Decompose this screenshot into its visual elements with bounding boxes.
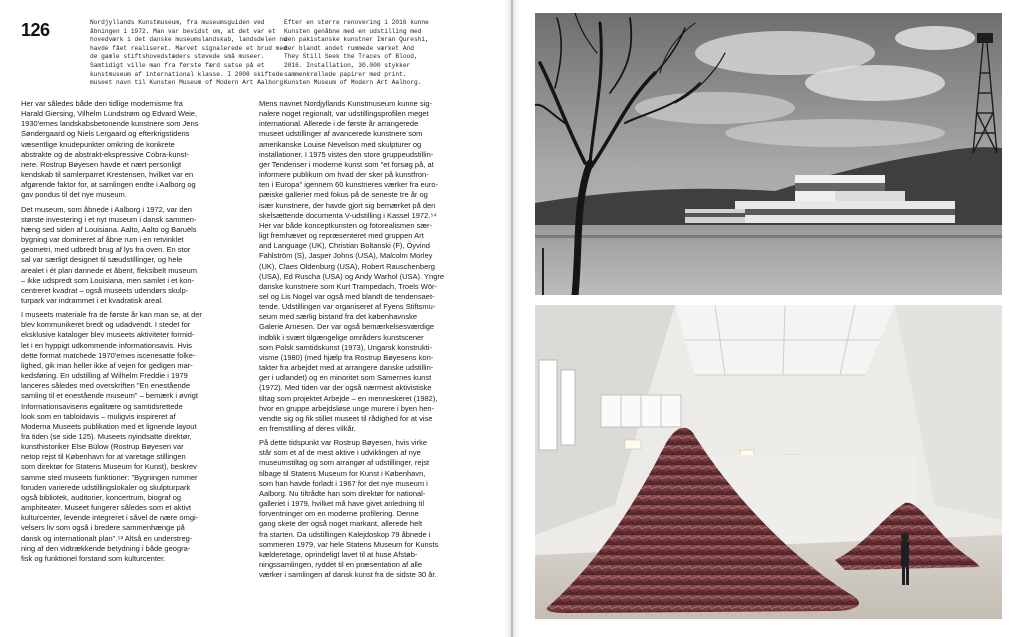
installation-photo xyxy=(535,305,1002,619)
text-line: dette format matchede 1970'ernes iscenesatte folke- xyxy=(21,350,196,360)
text-line: fra starten. Da udstillingen Kalejdoskop 79 åbnede i xyxy=(259,529,431,539)
text-line: visme (1980) (med hjælp fra Rostrup Bøyesens kon- xyxy=(259,352,434,362)
text-line: galleriet i 1979, hvilket må have givet anledning til xyxy=(259,499,425,509)
photo-caption-2 xyxy=(284,19,464,88)
text-line: tilbage til Statens Museum for Kunst i København, xyxy=(259,468,426,478)
text-line: takter fra arbejdet med at arrangere danske udstillin- xyxy=(259,363,434,373)
caption-line: Kunsten Museum of Modern Art Aalborg. xyxy=(284,79,422,87)
text-line: seum med særlig bistand fra det københavnske xyxy=(259,312,417,322)
caption-line: de gamle stiftshovedstæders støvede små museer. xyxy=(90,53,265,61)
text-line: velsers liv som også i bredere sammenhænge på xyxy=(21,523,185,533)
caption-line: Samtidigt ville man fra første færd satse på et xyxy=(90,61,265,69)
text-line: arealet i ét plan dannede et åbent, fleksibelt museum xyxy=(21,265,197,275)
text-line: and Language (UK), Christian Boltanski (F), Öyvind xyxy=(259,241,430,251)
left-page xyxy=(0,0,511,637)
text-line: bygning var domineret af åbne rum i en retvinklet xyxy=(21,235,184,245)
text-line: eksklusive kataloger blev museets aktiviteter formid- xyxy=(21,330,195,340)
text-line: (1972). Med tiden var der også nærmest aktivistiske xyxy=(259,383,432,393)
text-line: centreret kvadrat – også museets udendørs skulp- xyxy=(21,285,189,295)
text-line: kendskab til samlerparret Krestensen, hvilket var en xyxy=(21,170,194,180)
text-line: samling til et enestående museum" – bemærk i øvrigt xyxy=(21,391,198,401)
text-line: amerikanske Louise Nevelson med skulpturer og xyxy=(259,139,422,149)
text-line: forventninger om en moderne profilering. Denne xyxy=(259,509,419,519)
caption-line: kunstmuseum af international klasse. I 2008 skiftede xyxy=(90,70,284,78)
text-line: gav pondus til det nye museum. xyxy=(21,190,127,200)
museum-exterior-image xyxy=(535,13,1002,295)
caption-line: 2016. Installation, 30.000 stykker xyxy=(284,61,411,69)
text-line: største investering i et nyt museum i dansk sammen- xyxy=(21,214,197,224)
text-line: I museets materiale fra de første år kan man se, at der xyxy=(21,310,202,320)
text-line: geometri, med udbredt brug af lys fra oven. En stor xyxy=(21,245,191,255)
text-line: nalere noget regionalt, var udstillingsprofilen meget xyxy=(259,109,429,119)
text-line: kulturcenter, levende integreret i såvel de nære omgi- xyxy=(21,513,199,523)
text-line: Harald Giersing, Vilhelm Lundstrøm og Edvard Weie, xyxy=(21,109,198,119)
text-line: foruden varierede udstillingslokaler og skulpturpark xyxy=(21,482,191,492)
caption-line: Kunsten genåbne med en udstilling med xyxy=(284,27,422,35)
text-line: (USA), Ed Ruscha (USA) og Andy Warhol (USA). Yngre xyxy=(259,271,445,281)
text-line: ningssamlingen, ryddet til en præsentation af alle xyxy=(259,560,423,570)
caption-line: Efter en større renovering i 2016 kunne xyxy=(284,19,429,26)
text-line: en fremstilling af deres vilkår. xyxy=(259,424,356,433)
text-line: sel og Lis Nogel var også med blandt de tendensaet- xyxy=(259,291,435,301)
text-line: danske kunstnere som Kurt Trampedach, Troels Wör- xyxy=(259,281,437,291)
caption-line: Nordjyllands Kunstmuseum, fra museumsguiden ved xyxy=(90,19,265,26)
text-line: amphiteater. Museet fungerer således som et aktivt xyxy=(21,503,192,513)
text-line: lanceres således med overskriften "En enestående xyxy=(21,381,191,391)
text-line: hæng sed siden af Louisiana. Aalto, Aalto og Baruëls xyxy=(21,224,197,234)
text-line: blev kommunikeret bredt og udadvendt. I stedet for xyxy=(21,320,191,330)
caption-line: hovedværk i det danske museumslandskab, landsdelen nu xyxy=(90,36,287,44)
text-line: kunsthistoriker Else Bülow (Rostrup Bøyesen var xyxy=(21,442,184,452)
body-text-column-2 xyxy=(259,99,491,580)
text-line: Mens navnet Nordjyllands Kunstmuseum kunne sig- xyxy=(259,99,433,108)
text-line: vendte sig og fik stillet museet til rådighed for at vise xyxy=(259,413,433,423)
text-line: samme sted museets funktioner: "Bygningen rummer xyxy=(21,472,198,482)
text-line: museet udstillinger af avancerede kunstnere som xyxy=(259,129,423,139)
caption-line: der blandt andet rummede værket And xyxy=(284,44,414,52)
text-line: informere publikum om hvad der sker på kunstfron- xyxy=(259,170,429,180)
photo-caption-1 xyxy=(90,19,287,88)
text-line: nere. Rostrup Bøyesen havde et nært personligt xyxy=(21,159,182,169)
museum-exterior-photo xyxy=(535,13,1002,295)
text-line: værker i samlingen af dansk kunst fra de sidste 30 år. xyxy=(259,570,437,580)
text-line: international. Allerede i de første år arrangerede xyxy=(259,119,419,129)
book-gutter xyxy=(505,0,519,637)
text-line: Det museum, som åbnede i Aalborg i 1972, var den xyxy=(21,204,192,214)
text-line: fra tiden (se side 125). Museets nyindsatte direktør, xyxy=(21,432,192,441)
text-line: Her var både konceptkunsten og fotorealismen sær- xyxy=(259,220,433,230)
text-line: hvor en gruppe arbejdsløse unge murere i byen hen- xyxy=(259,403,435,413)
text-line: pæiske gallerier med fokus på de seneste tre år og xyxy=(259,190,428,200)
installation-image xyxy=(535,305,1002,619)
text-line: gang skete der også noget markant, allerede helt xyxy=(259,519,423,529)
right-page xyxy=(513,0,1024,637)
text-line: museumstiltag og som arrangør af udstillinger, rejst xyxy=(259,458,430,468)
text-line: ning af den vidtrækkende betydning i både geogra- xyxy=(21,543,191,553)
page-number: 126 xyxy=(21,20,50,40)
caption-line: havde fået realiseret. Marvet signalerede et brud med xyxy=(90,44,287,52)
text-line: væsentlige knudepunkter omkring de konkrete xyxy=(21,139,175,149)
text-line: installationer. I 1975 vistes den store gruppeudstillin- xyxy=(259,149,434,159)
text-line: let i en hyppigt udkommende informationsavis. Hvis xyxy=(21,340,192,350)
text-line: indblik i svært tilgængelige områders kunstscener xyxy=(259,332,424,342)
text-line: som Polsk samtidskunst (1973), Ungarsk konstrukti- xyxy=(259,342,432,352)
caption-line: sammenkrøllede papirer med print. xyxy=(284,70,407,78)
text-line: Her var således både den tidlige modernisme fra xyxy=(21,99,183,108)
text-line: tende. Udstillingen var organiseret af Fyens Stiftsmu- xyxy=(259,302,436,312)
text-line: dansk og internationalt plan".⁵³ Altså en understreg- xyxy=(21,533,193,543)
text-line: lighed, gik man heller ikke af vejen for gedigen mar- xyxy=(21,360,193,370)
text-line: Informationsavisens egalitære og samtidsrettede xyxy=(21,401,183,411)
text-line: står som et af de mest aktive i udviklingen af nye xyxy=(259,448,421,458)
text-line: som han havde forladt i 1967 for det nye museum i xyxy=(259,478,428,488)
text-line: ger Tendenser i moderne kunst som "et forsøg på, at xyxy=(259,159,434,169)
text-line: 1930'ernes landskabsbetonende kunstnere som Jens xyxy=(21,119,199,129)
text-line: ten i Europa" igennem 60 kunstneres værker fra euro- xyxy=(259,180,439,190)
text-line: På dette tidspunkt var Rostrup Bøyesen, hvis virke xyxy=(259,438,427,448)
text-line: også bibliotek, auditorier, koncertrum, biograf og xyxy=(21,492,182,502)
body-text-column-1 xyxy=(21,99,249,564)
text-line: som direktør for Statens Museum for Kunst), beskrev xyxy=(21,462,197,472)
text-line: Galerie Arnesen. Der var også bemærkelsesværdige xyxy=(259,322,435,332)
caption-line: museet navn til Kunsten Museum of Modern Art Aalborg. xyxy=(90,79,287,87)
text-line: Aalborg. Nu tiltrådte han som direktør for national- xyxy=(259,488,426,498)
text-line: netop rejst til København for at varetage stillingen xyxy=(21,452,186,462)
text-line: Fahlström (S), Jasper Johns (USA), Malcolm Morley xyxy=(259,251,433,261)
text-line: kælderetage, oprindeligt lavet til at huse Afstøb- xyxy=(259,549,418,559)
text-line: look som en tabloidavis – muligvis inspireret af xyxy=(21,411,176,421)
text-line: skelsættende documenta V-udstilling i Kassel 1972.⁵⁴ xyxy=(259,210,437,220)
caption-line: They Still Seek the Traces of Blood, xyxy=(284,53,418,61)
text-line: afgørende faktor for, at samlingen endte i Aalborg og xyxy=(21,180,196,190)
text-line: tiltag som projektet Arbejde – en menneskeret (1982), xyxy=(259,393,438,403)
text-line: – ikke udspredt som Louisiana, men samlet i et kon- xyxy=(21,275,195,285)
text-line: turpark var indrammet i et kvadratisk areal. xyxy=(21,295,164,305)
caption-line: åbningen i 1972. Man var bevidst om, at det var et xyxy=(90,27,276,35)
text-line: fisk og funktionel forstand som kulturcenter. xyxy=(21,553,166,563)
text-line: abstrakte og de abstrakt-ekspressive Cobra-kunst- xyxy=(21,149,189,159)
text-line: Moderna Museets publikation med et lignende layout xyxy=(21,421,197,431)
text-line: ger i udlandet) og en minoritet som Samernes kunst xyxy=(259,373,432,383)
text-line: sal var særligt designet til sæudstillinger, og hele xyxy=(21,255,183,265)
text-line: Søndergaard og Niels Lergaard og efterkrigstidens xyxy=(21,129,190,139)
text-line: ligt fremhævet og repræsenteret med gruppen Art xyxy=(259,231,424,241)
text-line: sommeren 1979, var hele Statens Museum for Kunsts xyxy=(259,539,439,549)
text-line: især kunstnere, der havde gjort sig bemærket på den xyxy=(259,200,436,210)
caption-line: den pakistanske kunstner Imran Qureshi, xyxy=(284,36,429,44)
text-line: (UK), Claes Oldenburg (USA), Robert Rauschenberg xyxy=(259,261,435,271)
text-line: kedsføring. En udstilling af Wilhelm Freddie i 1979 xyxy=(21,371,188,381)
